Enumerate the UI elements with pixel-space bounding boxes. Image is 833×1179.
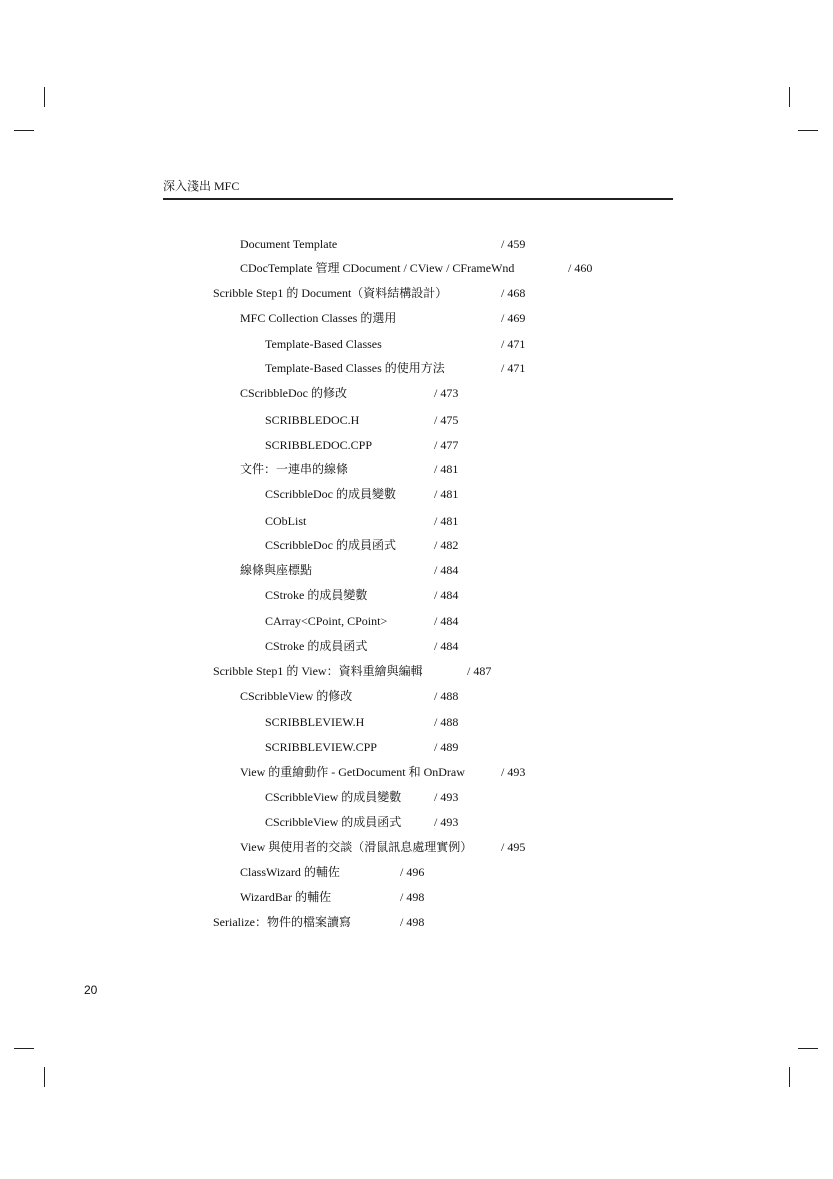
- crop-mark: [789, 87, 790, 107]
- toc-entry: CScribbleView 的修改: [240, 689, 353, 703]
- toc-page: / 481: [434, 514, 459, 528]
- toc-page: / 489: [434, 740, 459, 754]
- toc-page: / 459: [501, 237, 526, 251]
- toc-entry: CScribbleDoc 的修改: [240, 386, 347, 400]
- toc-entry: CStroke 的成員函式: [265, 639, 368, 653]
- toc-entry: Scribble Step1 的 Document（資料結構設計）: [213, 286, 448, 300]
- toc-page: / 488: [434, 715, 459, 729]
- page-number: 20: [84, 983, 98, 997]
- toc-entry: SCRIBBLEDOC.H: [265, 413, 360, 427]
- toc-entry: SCRIBBLEVIEW.CPP: [265, 740, 377, 754]
- toc-page: / 498: [400, 915, 425, 929]
- toc-page: / 484: [434, 588, 459, 602]
- toc-page: / 484: [434, 614, 459, 628]
- toc-page: / 493: [501, 765, 526, 779]
- toc-page: / 488: [434, 689, 459, 703]
- crop-mark: [44, 87, 45, 107]
- toc-page: / 471: [501, 337, 526, 351]
- toc-page: / 460: [568, 261, 593, 275]
- toc-page: / 493: [434, 815, 459, 829]
- toc-entry: 線條與座標點: [240, 563, 313, 577]
- toc-entry: CStroke 的成員變數: [265, 588, 368, 602]
- toc-entry: CObList: [265, 514, 307, 528]
- toc-page: / 477: [434, 438, 459, 452]
- toc-entry: CScribbleView 的成員變數: [265, 790, 402, 804]
- toc-page: / 481: [434, 487, 459, 501]
- toc-entry: CArray<CPoint, CPoint>: [265, 614, 388, 628]
- toc-page: / 495: [501, 840, 526, 854]
- toc-page: / 484: [434, 639, 459, 653]
- toc-page: / 468: [501, 286, 526, 300]
- toc-entry: CScribbleView 的成員函式: [265, 815, 402, 829]
- toc-page: / 496: [400, 865, 425, 879]
- toc-entry: Template-Based Classes: [265, 337, 382, 351]
- toc-page: / 469: [501, 311, 526, 325]
- crop-mark: [798, 130, 818, 131]
- toc-entry: View 的重繪動作 - GetDocument 和 OnDraw: [240, 765, 465, 779]
- running-header: 深入淺出 MFC: [163, 179, 240, 193]
- crop-mark: [789, 1067, 790, 1087]
- toc-page: / 475: [434, 413, 459, 427]
- toc-page: / 481: [434, 462, 459, 476]
- toc-entry: Serialize：物件的檔案讀寫: [213, 915, 351, 929]
- toc-entry: CScribbleDoc 的成員變數: [265, 487, 396, 501]
- toc-entry: WizardBar 的輔佐: [240, 890, 332, 904]
- toc-entry: Template-Based Classes 的使用方法: [265, 361, 445, 375]
- toc-page: / 487: [467, 664, 492, 678]
- crop-mark: [44, 1067, 45, 1087]
- toc-page: / 482: [434, 538, 459, 552]
- toc-page: / 493: [434, 790, 459, 804]
- toc-page: / 471: [501, 361, 526, 375]
- toc-entry: Document Template: [240, 237, 338, 251]
- toc-entry: MFC Collection Classes 的選用: [240, 311, 397, 325]
- toc-entry: 文件：一連串的線條: [240, 462, 349, 476]
- crop-mark: [798, 1048, 818, 1049]
- toc-page: / 484: [434, 563, 459, 577]
- toc-entry: SCRIBBLEVIEW.H: [265, 715, 365, 729]
- toc-entry: View 與使用者的交談（滑鼠訊息處理實例）: [240, 840, 473, 854]
- header-rule: [163, 198, 673, 200]
- toc-page: / 473: [434, 386, 459, 400]
- toc-entry: CDocTemplate 管理 CDocument / CView / CFrameWnd: [240, 261, 515, 275]
- toc-entry: Scribble Step1 的 View：資料重繪與編輯: [213, 664, 423, 678]
- toc-page: / 498: [400, 890, 425, 904]
- toc-entry: SCRIBBLEDOC.CPP: [265, 438, 373, 452]
- toc-entry: CScribbleDoc 的成員函式: [265, 538, 396, 552]
- toc-entry: ClassWizard 的輔佐: [240, 865, 340, 879]
- crop-mark: [14, 130, 34, 131]
- crop-mark: [14, 1048, 34, 1049]
